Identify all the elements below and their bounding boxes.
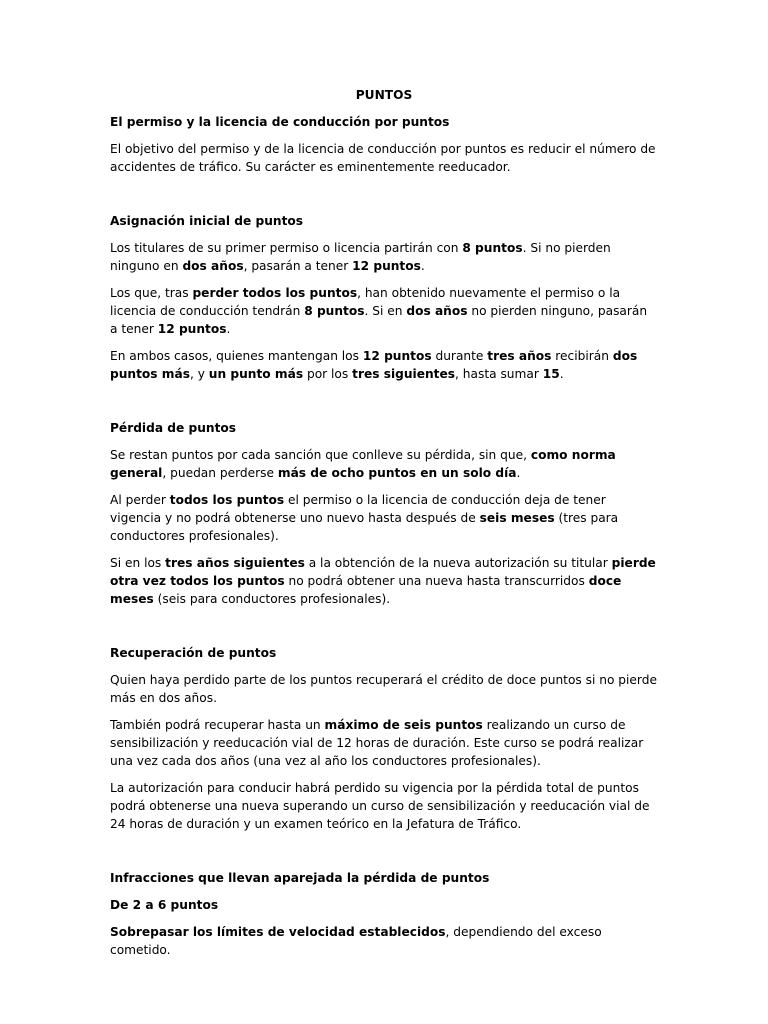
paragraph-al-perder: Al perder todos los puntos el permiso o la licencia de conducción deja de tener vigencia y no podrá obtenerse uno nuevo hasta después de seis meses (tres para conductores profesionales). (110, 493, 619, 543)
paragraph-quien-haya: Quien haya perdido parte de los puntos recuperará el crédito de doce puntos si no pierde más en dos años. (110, 673, 657, 705)
paragraph-tambien: También podrá recuperar hasta un máximo de seis puntos realizando un curso de sensibilización y reeducación vial de 12 horas de duración. Este curso se podrá realizar una vez cada dos años (una vez al año los conductores profesionales). (110, 718, 644, 768)
paragraph-perder-todos: Los que, tras perder todos los puntos, han obtenido nuevamente el permiso o la licencia de conducción tendrán 8 puntos. Si en dos años no pierden ninguno, pasarán a tener 12 puntos. (110, 286, 648, 336)
list-item: Sobrepasar los límites de velocidad establecidos, dependiendo del exceso cometido. (110, 925, 602, 957)
paragraph-autorizacion: La autorización para conducir habrá perdido su vigencia por la pérdida total de puntos podrá obtenerse una nueva superando un curso de sensibilización y reeducación vial de 24 horas de duración y un examen teórico en la Jefatura de Tráfico. (110, 781, 650, 831)
subheading-2-a-6: De 2 a 6 puntos (110, 898, 219, 912)
paragraph-objetivo: El objetivo del permiso y de la licencia de conducción por puntos es reducir el número de accidentes de tráfico. Su carácter es eminentemente reeducador. (110, 142, 656, 174)
paragraph-tres-anos: Si en los tres años siguientes a la obtención de la nueva autorización su titular pierde otra vez todos los puntos no podrá obtener una nueva hasta transcurridos doce meses (seis para conductores profesionales). (110, 556, 656, 606)
section-heading-recuperacion: Recuperación de puntos (110, 646, 277, 660)
paragraph-se-restan: Se restan puntos por cada sanción que conlleve su pérdida, sin que, como norma general, puedan perderse más de ocho puntos en un solo día. (110, 448, 616, 480)
document-body (110, 86, 658, 968)
section-heading-perdida: Pérdida de puntos (110, 421, 237, 435)
paragraph-ambos-casos: En ambos casos, quienes mantengan los 12 puntos durante tres años recibirán dos puntos más, y un punto más por los tres siguientes, hasta sumar 15. (110, 349, 638, 381)
document-title: PUNTOS (355, 88, 413, 102)
section-heading-permiso: El permiso y la licencia de conducción por puntos (110, 115, 450, 129)
section-heading-asignacion: Asignación inicial de puntos (110, 214, 304, 228)
section-heading-infracciones: Infracciones que llevan aparejada la pérdida de puntos (110, 871, 490, 885)
paragraph-titulares: Los titulares de su primer permiso o licencia partirán con 8 puntos. Si no pierden ninguno en dos años, pasarán a tener 12 puntos. (110, 241, 611, 273)
